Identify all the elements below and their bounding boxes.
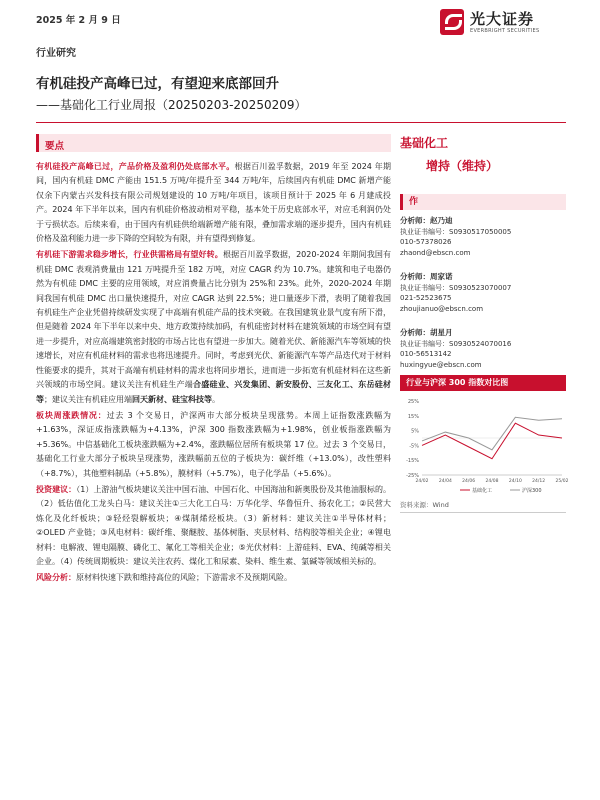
chart-source: 资料来源：Wind bbox=[400, 501, 449, 509]
x-tick-label: 24/04 bbox=[438, 479, 452, 484]
paragraph-investment-advice: 投资建议：（1）上游油气板块建议关注中国石油、中国石化、中国海油和新奥股份及其他油服标的。（2）低估值化工龙头白马：建议关注①三大化工白马：万华化学、华鲁恒升、扬农化工；②民营大炼化及化纤板块；③轻烃裂解板块；④煤制烯烃板块。（3）新材料：建议关注①半导体材料；②OLED 产业链；③风电材料：碳纤维、聚醚胺、基体树脂、夹层材料、结构胶等相关企业；④锂电材料：电解液、锂电隔膜、磷化工、氟化工等相关企业；⑤光伏材料：上游硅料、EVA、纯碱等相关企业。（4）传统周期板块：建议关注农药、煤化工和尿素、染料、维生素、氯碱等领域相关标的。 bbox=[36, 484, 391, 566]
header-divider bbox=[36, 122, 566, 123]
y-tick-label: -5% bbox=[409, 443, 419, 450]
series-line bbox=[422, 417, 562, 450]
legend-label: 沪深300 bbox=[522, 488, 542, 494]
company-logo bbox=[440, 6, 572, 38]
analyst-card: 分析师：胡星月 执业证书编号：S0930524070016 010-56513142 huxingyue@ebscn.com bbox=[400, 328, 512, 369]
industry-name: 基础化工 bbox=[400, 136, 449, 150]
summary-body bbox=[36, 160, 391, 588]
everbright-logo-icon bbox=[440, 9, 464, 35]
report-title: 有机硅投产高峰已过，有望迎来底部回升 bbox=[36, 76, 279, 92]
x-tick-label: 24/06 bbox=[462, 479, 476, 484]
y-tick-label: 25% bbox=[407, 399, 419, 405]
y-tick-label: -15% bbox=[406, 458, 419, 465]
y-tick-label: -25% bbox=[406, 473, 419, 479]
y-tick-label: 5% bbox=[411, 428, 419, 435]
chart-heading: 行业与沪深 300 指数对比图 bbox=[400, 375, 566, 391]
logo-name: 光大证券 bbox=[470, 9, 535, 28]
analyst-card: 分析师：赵乃迪 执业证书编号：S0930517050005 010-57378026 zhaond@ebscn.com bbox=[400, 216, 512, 257]
paragraph-silicone-peak: 有机硅投产高峰已过，产品价格及盈利仍处底部水平。根据百川盈孚数据，2019 年至 2024 年期间，国内有机硅 DMC 产能由 151.5 万吨/年提升至 344 万吨/年，后续国内有机硅 DMC 新增产能仅余下内蒙古兴发科技有限公司规划建设的 10 万吨/年项目，该项目预计于 2025 年 6 月建成投产。2024 年下半年以来，国内有机硅价格波动相对平稳，基本处于历史底部水平，对应毛利润仍处于亏损状态。后续来看，由于国内有机硅供给端新增产能有限，叠加需求端的逐步提升，国内有机硅价格及盈利能力进一步下降的空间较为有限，并有望得到修复。 bbox=[36, 162, 391, 244]
report-category: 行业研究 bbox=[36, 48, 76, 59]
summary-heading: 要点 bbox=[36, 134, 391, 152]
x-tick-label: 24/10 bbox=[508, 479, 522, 484]
legend-label: 基础化工 bbox=[472, 488, 493, 494]
analyst-card: 分析师：周家诺 执业证书编号：S0930523070007 021-52523675 zhoujianuo@ebscn.com bbox=[400, 272, 512, 313]
x-tick-label: 25/02 bbox=[555, 479, 569, 484]
x-tick-label: 24/12 bbox=[532, 479, 546, 484]
paragraph-weekly-performance: 板块周涨跌情况：过去 3 个交易日，沪深两市大部分板块呈现涨势。本周上证指数涨跌幅为+1.63%，深证成指涨跌幅为+4.13%，沪深 300 指数涨跌幅为+1.98%，创业板指涨跌幅为+5.36%。中信基础化工板块涨跌幅为+2.4%，涨跌幅位居所有板块第 17 位。过去 3 个交易日，基础化工行业大部分子板块呈现涨势，涨跌幅前五位的子板块为：碳纤维（+13.0%），改性塑料（+8.7%），其他塑料制品（+5.8%），膜材料（+5.7%），电子化学品（+5.6%）。 bbox=[36, 410, 391, 478]
paragraph-demand-growth: 有机硅下游需求稳步增长，行业供需格局有望好转。根据百川盈孚数据，2020-2024 年期间我国有机硅 DMC 表观消费量由 121 万吨提升至 182 万吨，对应 CAGR 约为 10.7%。建筑和电子电器仍然为有机硅 DMC 主要的应用领域，对应消费量占比分别为 25%和 23%。此外，2020-2024 年期间我国有机硅 DMC 出口量快速提升，对应 CAGR 达到 22.5%；进口量逐步下滑，表明了随着我国有机硅生产企业凭借持续研发实现了中高端有机硅产品的技术突破。在我国建筑业景气度有所下滑，但是随着 2024 年下半年以来中央、地方政策持续加码，有机硅密封材料在建筑领域的市场空间有望进一步提升，对应高端建筑密封胶的市场占比也有望进一步加大。随着光伏、新能源汽车等领域的快速增长，对应有机硅材料的需求也将迅速提升。同时，考虑到光伏、新能源汽车等产品迭代对于材料性能要求的提升，其对于高端有机硅材料的需求也将同步增长，进而进一步拓宽有机硅材料在这些新兴领域的市场空间。建议关注有机硅生产端合盛硅业、兴发集团、新安股份、三友化工、东岳硅材等；建议关注有机硅应用端回天新材、硅宝科技等。 bbox=[36, 250, 392, 404]
paragraph-risk-analysis: 风险分析：原材料快速下跌和维持高位的风险；下游需求不及预期风险。 bbox=[36, 573, 292, 583]
chart-divider bbox=[400, 512, 566, 513]
x-tick-label: 24/02 bbox=[415, 479, 429, 484]
y-tick-label: 15% bbox=[407, 413, 419, 420]
report-date: 2025 年 2 月 9 日 bbox=[36, 15, 121, 26]
author-heading: 作 bbox=[400, 194, 566, 210]
report-subtitle: ——基础化工行业周报（20250203-20250209） bbox=[36, 98, 307, 112]
sidebar bbox=[400, 134, 566, 370]
industry-rating: 增持（维持） bbox=[426, 159, 499, 173]
index-comparison-chart bbox=[400, 395, 569, 495]
x-tick-label: 24/08 bbox=[485, 479, 499, 484]
series-line bbox=[422, 423, 562, 459]
logo-english: EVERBRIGHT SECURITIES bbox=[470, 27, 540, 34]
